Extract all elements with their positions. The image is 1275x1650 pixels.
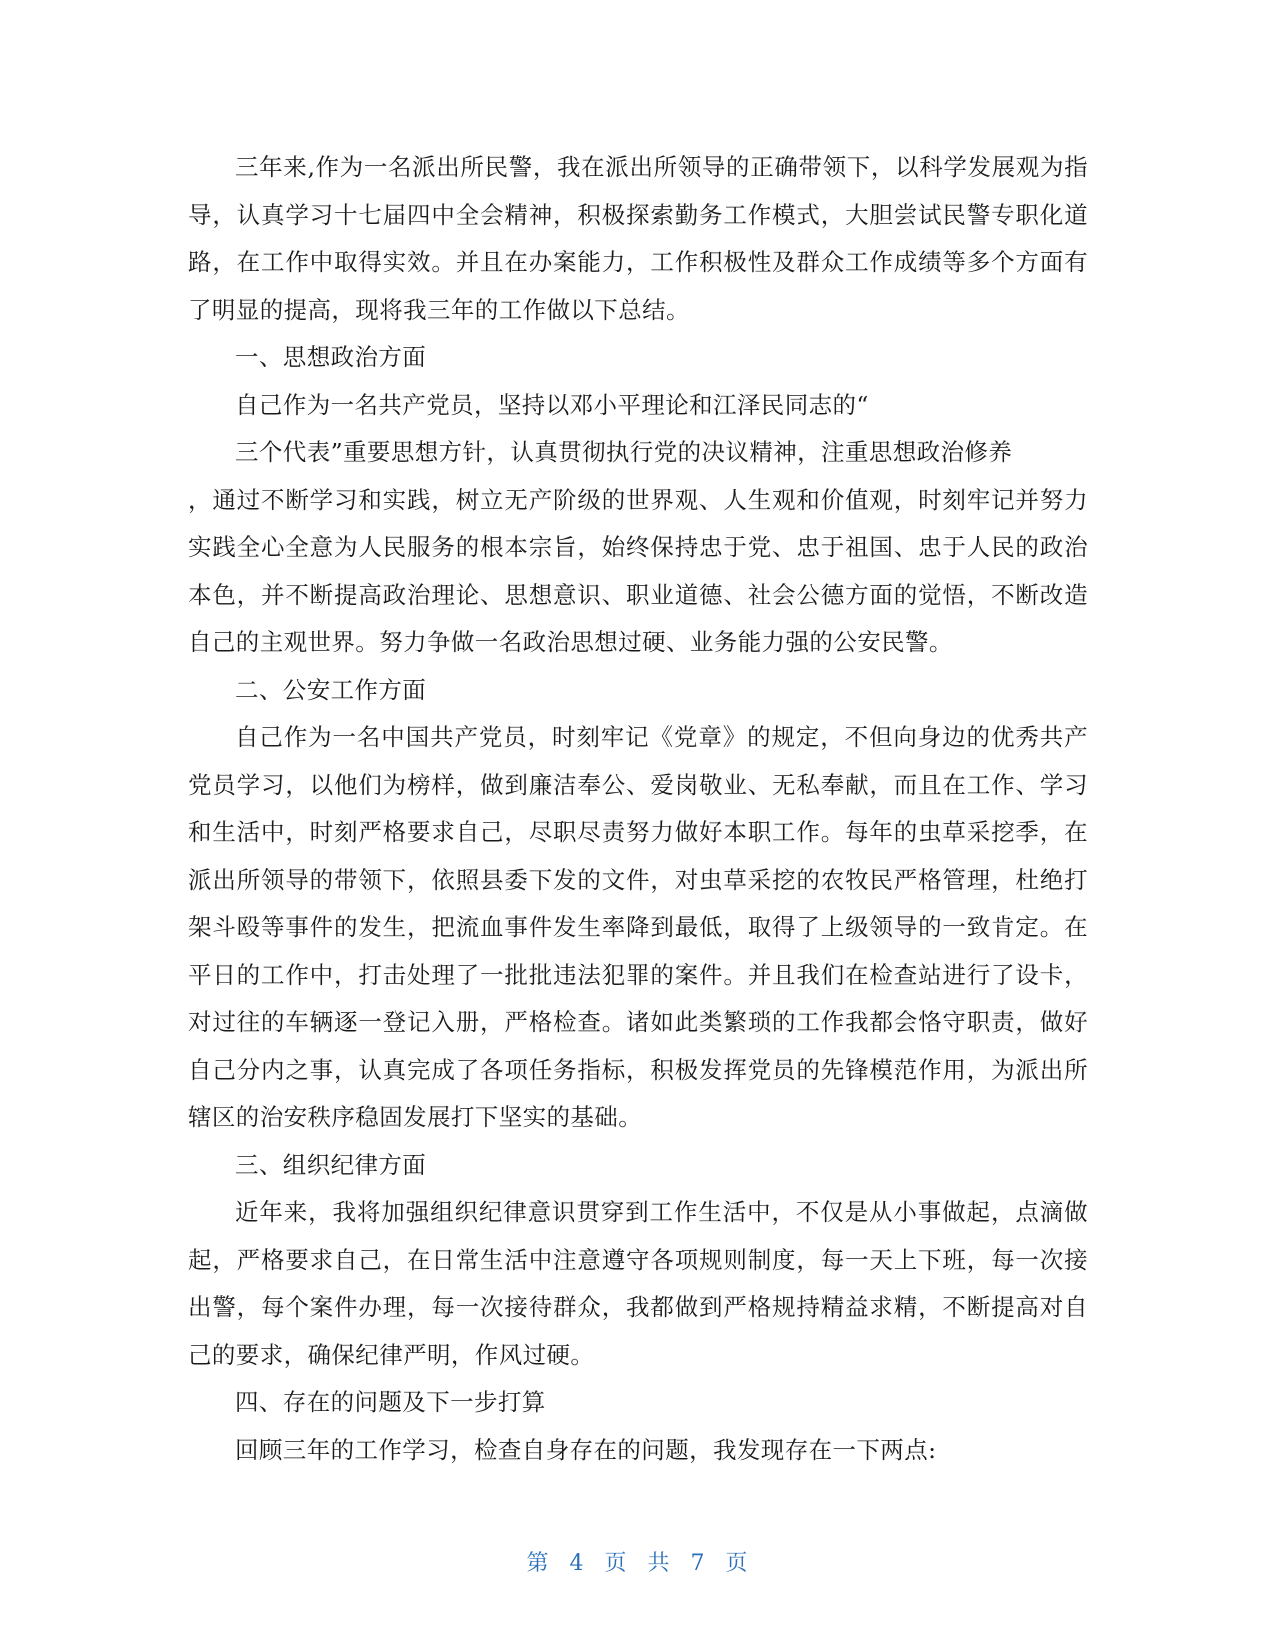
section-ideology-line-1: 自己作为一名共产党员，坚持以邓小平理论和江泽民同志的“ [235,390,869,419]
section-heading-discipline: 三、组织纪律方面 [235,1150,427,1179]
page-footer [0,1546,1275,1577]
section-heading-police-work: 二、公安工作方面 [235,675,427,704]
section-discipline-body: 近年来，我将加强组织纪律意识贯穿到工作生活中，不仅是从小事做起，点滴做起，严格要求自己，在日常生活中注意遵守各项规则制度，每一天上下班，每一次接出警，每个案件办理，每一次接待群众，我都做到严格规持精益求精，不断提高对自己的要求，确保纪律严明，作风过硬。 [188,1198,1088,1369]
section-heading-problems: 四、存在的问题及下一步打算 [235,1388,546,1416]
section-ideology-body: ，通过不断学习和实践，树立无产阶级的世界观、人生观和价值观，时刻牢记并努力实践全心全意为人民服务的根本宗旨，始终保持忠于党、忠于祖国、忠于人民的政治本色，并不断提高政治理论、思想意识、职业道德、社会公德方面的觉悟，不断改造自己的主观世界。努力争做一名政治思想过硬、业务能力强的公安民警。 [188,485,1088,656]
section-problems-body: 回顾三年的工作学习，检查自身存在的问题，我发现存在一下两点: [235,1435,937,1464]
section-ideology-line-2: 三个代表”重要思想方针，认真贯彻执行党的决议精神，注重思想政治修养 [235,438,1013,466]
footer-current-page: 4 [569,1551,585,1576]
section-police-work-body: 自己作为一名中国共产党员，时刻牢记《党章》的规定，不但向身边的优秀共产党员学习，以他们为榜样，做到廉洁奉公、爱岗敬业、无私奉献，而且在工作、学习和生活中，时刻严格要求自己，尽职尽责努力做好本职工作。每年的虫草采挖季，在派出所领导的带领下，依照县委下发的文件，对虫草采挖的农牧民严格管理，杜绝打架斗殴等事件的发生，把流血事件发生率降到最低，取得了上级领导的一致肯定。在平日的工作中，打击处理了一批批违法犯罪的案件。并且我们在检查站进行了设卡，对过往的车辆逐一登记入册，严格检查。诸如此类繁琐的工作我都会恪守职责，做好自己分内之事，认真完成了各项任务指标，积极发挥党员的先锋模范作用，为派出所辖区的治安秩序稳固发展打下坚实的基础。 [188,723,1088,1131]
footer-label-di: 第 [526,1551,550,1576]
footer-total-pages: 7 [690,1551,706,1576]
footer-label-ye: 页 [604,1551,628,1576]
document-body [188,144,1088,1474]
section-heading-ideology: 一、思想政治方面 [235,343,427,371]
intro-paragraph: 三年来,作为一名派出所民警，我在派出所领导的正确带领下，以科学发展观为指导，认真学习十七届四中全会精神，积极探索勤务工作模式，大胆尝试民警专职化道路，在工作中取得实效。并且在办案能力，工作积极性及群众工作成绩等多个方面有了明显的提高，现将我三年的工作做以下总结。 [188,153,1088,324]
footer-label-gong: 共 [647,1551,671,1576]
footer-label-ye-2: 页 [725,1551,749,1576]
